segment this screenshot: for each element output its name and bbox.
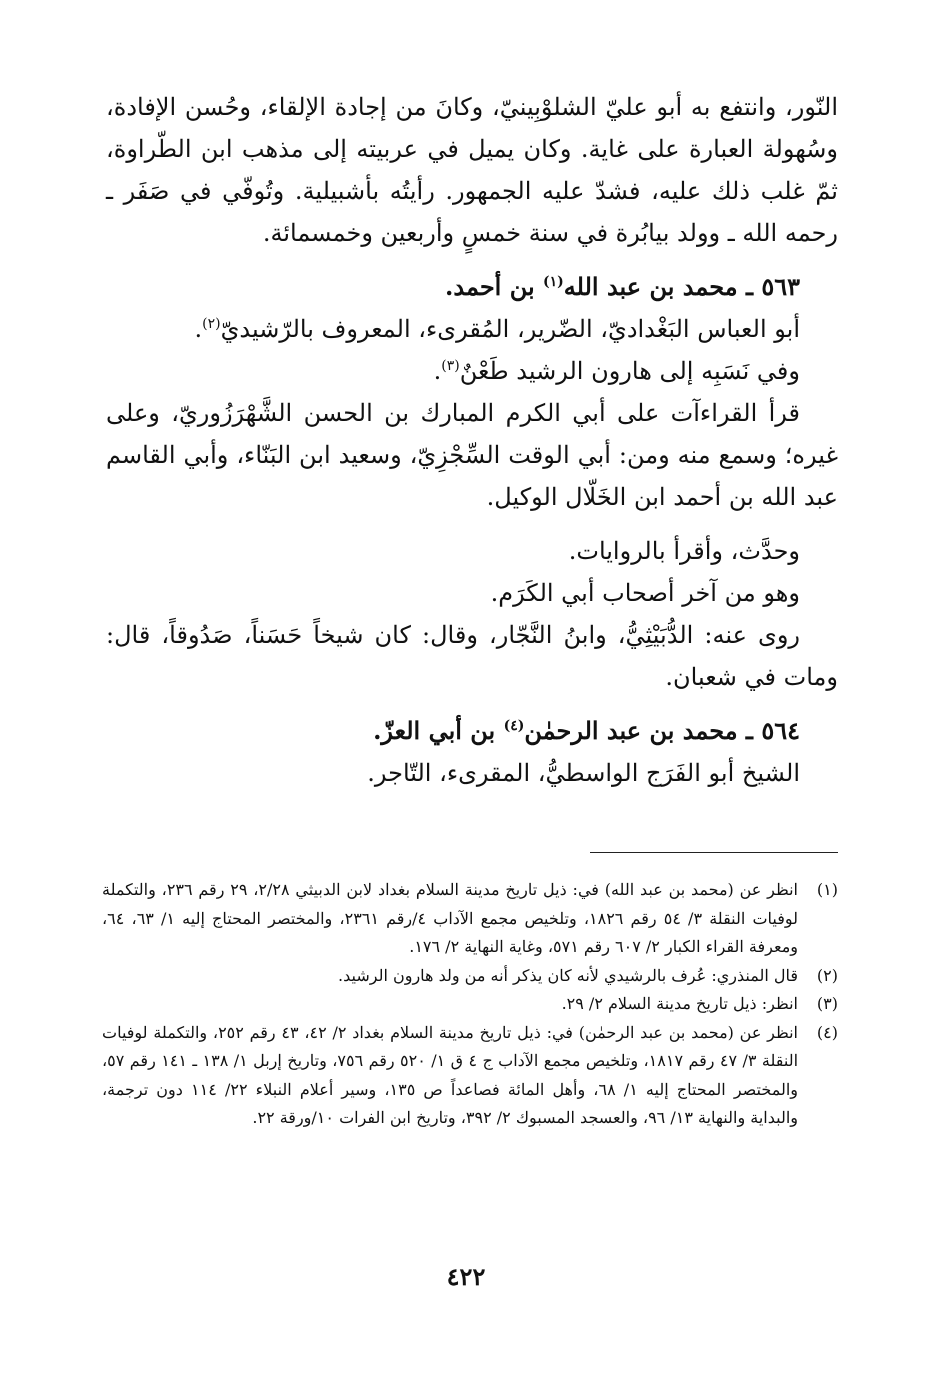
entry-563-line-1-end: . (194, 315, 203, 343)
footnote-text: انظر عن (محمد بن عبد الرحمٰن) في: ذيل تاريخ مدينة السلام بغداد ٢/ ٤٢، ٤٣ رقم ٢٥٢، والتكملة لوفيات النقلة ٣/ ٤٧ رقم ١٨١٧، وتلخيص مجمع الآداب ج ٤ ق ١/ ٥٢٠ رقم ٧٥٦، وتاريخ إربل ١/ ١٣٨ ـ ١٤١ رقم ٥٧، والمختصر المحتاج إليه ١/ ٦٨، وأهل المائة فصاعداً ص ١٣٥، وسير أعلام النبلاء ٢٢/ ١١٤ دون ترجمة، والبداية والنهاية ١٣/ ٩٦، والعسجد المسبوك ٢/ ٣٩٢، وتاريخ ابن الفرات ١٠/ورقة ٢٢. (102, 1022, 799, 1127)
entry-564-heading (106, 710, 838, 752)
entry-564-heading-prefix: ٥٦٤ ـ محمد بن عبد الرحمٰن (524, 716, 800, 745)
footnote-number: (٢) (816, 965, 838, 985)
footnote-ref-4: (٤) (503, 718, 525, 734)
entry-564-heading-suffix: بن أبي العزّ. (373, 716, 504, 745)
footnote-1 (102, 876, 838, 962)
entry-563-heading (106, 266, 838, 308)
footnote-ref-1: (١) (543, 274, 564, 290)
entry-563-line-3: وحدَّث، وأقرأ بالروايات. (568, 537, 800, 565)
footnote-text: انظر عن (محمد بن عبد الله) في: ذيل تاريخ مدينة السلام بغداد لابن الدبيثي ٢/٢٨، ٢٩ رقم ٢٣٦، والتكملة لوفيات النقلة ٣/ ٥٤ رقم ١٨٢٦، وتلخيص مجمع الآداب ٤/رقم ٢٣٦١، والمختصر المحتاج إليه ١/ ٦٣، ٦٤، ومعرفة القراء الكبار ٢/ ٦٠٧ رقم ٥٧١، وغاية النهاية ٢/ ١٧٦. (102, 880, 799, 956)
footnote-number: (٤) (816, 1022, 838, 1042)
spacer (106, 254, 838, 266)
footnote-text: انظر: ذيل تاريخ مدينة السلام ٢/ ٢٩. (561, 994, 798, 1013)
page-number: ٤٢٢ (446, 1262, 486, 1291)
footnote-number: (١) (816, 880, 838, 899)
footnote-3 (102, 990, 838, 1019)
entry-563-paragraph-2: روى عنه: الدُّبَيْثِيُّ، وابنُ النَّجّار، وقال: كان شيخاً حَسَناً، صَدُوقاً، قال: ومات في شعبان. (106, 621, 838, 691)
spacer (106, 518, 838, 530)
footnote-text: قال المنذري: عُرف بالرشيدي لأنه كان يذكر أنه من ولد هارون الرشيد. (338, 965, 798, 985)
entry-563-heading-prefix: ٥٦٣ ـ محمد بن عبد الله (563, 272, 800, 301)
entry-563-heading-suffix: بن أحمد. (445, 272, 544, 301)
footnote-4 (102, 1019, 838, 1133)
footnotes (102, 876, 838, 1133)
entry-563-paragraph: قرأ القراءآت على أبي الكرم المبارك بن الحسن الشَّهْرَزُوريّ، وعلى غيره؛ وسمع منه ومن: أبي الوقت السِّجْزِيّ، وسعيد ابن البَنّاء، وأبي القاسم عبد الله بن أحمد ابن الخَلّال الوكيل. (106, 399, 838, 511)
footnote-separator (590, 852, 838, 853)
entry-563-line-4: وهو من آخر أصحاب أبي الكَرَم. (490, 579, 800, 607)
entry-563-line-2-end: . (433, 357, 442, 385)
footnote-number: (٣) (816, 994, 838, 1013)
footnote-ref-3: (٣) (441, 358, 460, 374)
main-text (106, 86, 838, 794)
spacer (106, 698, 838, 710)
intro-paragraph: النّور، وانتفع به أبو عليّ الشلوْبِينيّ، وكانَ من إجادة الإلقاء، وحُسن الإفادة، وسُهولة العبارة على غاية. وكان يميل في عربيته إلى مذهب ابن الطّراوة، ثمّ غلب ذلك عليه، فشدّ عليه الجمهور. رأيتُه بأشبيلية. وتُوفّي في صَفَر ـ رحمه الله ـ وولد بيابُرة في سنة خمسٍ وأربعين وخمسمائة. (106, 93, 838, 247)
footnote-ref-2: (٢) (202, 316, 221, 332)
footnote-2 (102, 962, 838, 991)
entry-563-line-1-text: أبو العباس البَغْداديّ، الضّرير، المُقرىء، المعروف بالرّشيديّ (220, 315, 800, 343)
entry-564-line-1: الشيخ أبو الفَرَج الواسطيُّ، المقرىء، التّاجر. (367, 759, 800, 787)
entry-563-line-2 (106, 350, 838, 392)
entry-563-line-2-text: وفي نَسَبِه إلى هارون الرشيد طَعْنٌ (459, 357, 800, 385)
entry-563-line-1 (106, 308, 838, 350)
